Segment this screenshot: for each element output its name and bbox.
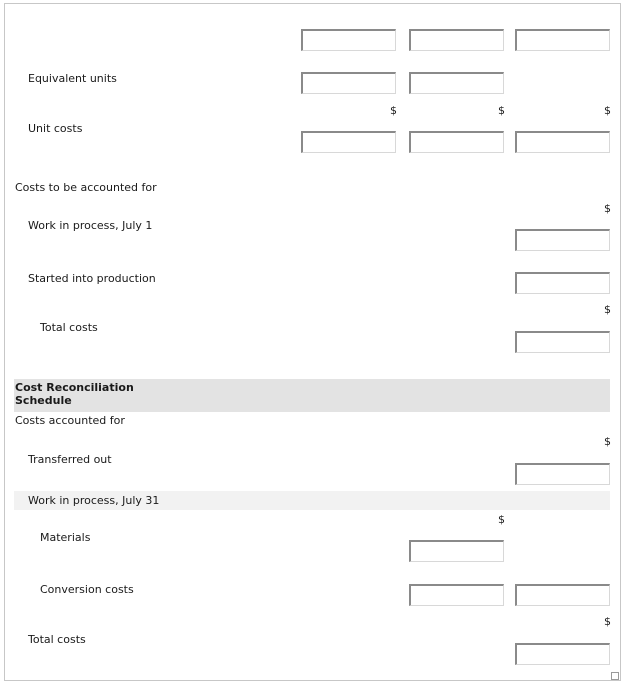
dollar-sign: $ [604, 615, 611, 628]
dollar-sign: $ [604, 104, 611, 117]
costs-accounted-for-heading: Costs accounted for [15, 414, 125, 427]
dollar-sign: $ [498, 104, 505, 117]
unit-cost-materials-input[interactable] [301, 131, 396, 153]
resize-handle[interactable] [611, 672, 619, 680]
unit-cost-total-input[interactable] [515, 131, 610, 153]
conversion-costs-label: Conversion costs [40, 583, 134, 596]
equivalent-units-materials-input[interactable] [301, 72, 396, 94]
wip-conversion-costs-input[interactable] [409, 584, 504, 606]
dollar-sign: $ [498, 513, 505, 526]
total-costs-reconciled-input[interactable] [515, 643, 610, 665]
total-costs-reconciled-label: Total costs [28, 633, 86, 646]
unit-cost-conversion-input[interactable] [409, 131, 504, 153]
total-costs-label: Total costs [40, 321, 98, 334]
wip-conversion-total-input[interactable] [515, 584, 610, 606]
transferred-out-input[interactable] [515, 463, 610, 485]
costs-to-be-accounted-for-heading: Costs to be accounted for [15, 181, 157, 194]
equivalent-units-label: Equivalent units [28, 72, 117, 85]
equivalent-units-conversion-input[interactable] [409, 72, 504, 94]
started-into-production-label: Started into production [28, 272, 156, 285]
cost-reconciliation-schedule-heading: Cost Reconciliation Schedule [15, 381, 134, 407]
dollar-sign: $ [604, 435, 611, 448]
total-costs-input[interactable] [515, 331, 610, 353]
unit-costs-label: Unit costs [28, 122, 83, 135]
header-input-col2[interactable] [409, 29, 504, 51]
wip-july-31-label: Work in process, July 31 [28, 494, 160, 507]
header-input-col1[interactable] [301, 29, 396, 51]
materials-label: Materials [40, 531, 91, 544]
dollar-sign: $ [604, 303, 611, 316]
wip-july-1-input[interactable] [515, 229, 610, 251]
dollar-sign: $ [604, 202, 611, 215]
wip-july-1-label: Work in process, July 1 [28, 219, 153, 232]
transferred-out-label: Transferred out [28, 453, 112, 466]
dollar-sign: $ [390, 104, 397, 117]
header-input-col3[interactable] [515, 29, 610, 51]
started-into-production-input[interactable] [515, 272, 610, 294]
wip-materials-input[interactable] [409, 540, 504, 562]
